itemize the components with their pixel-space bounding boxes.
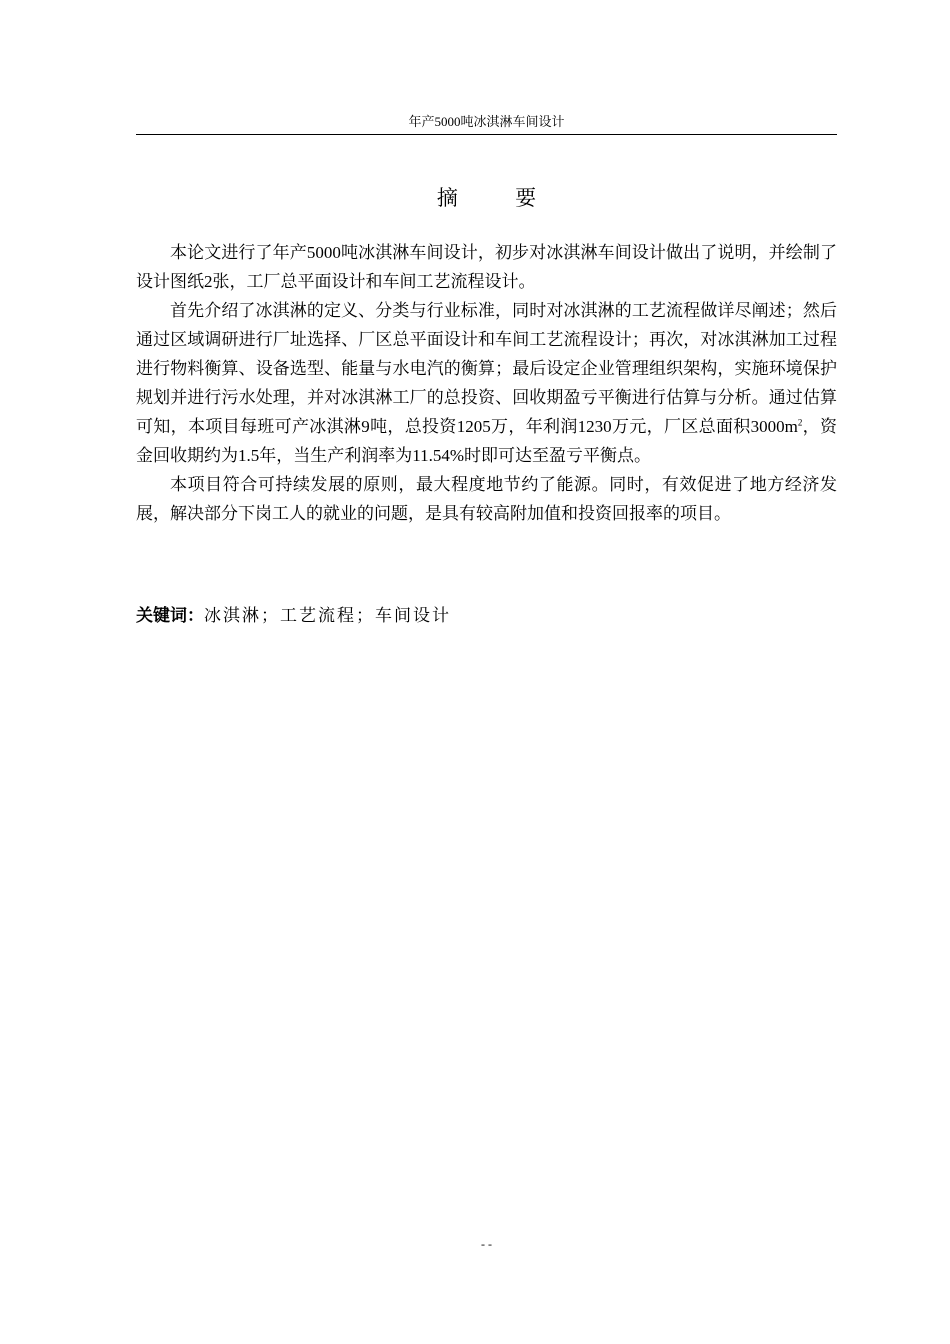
page-number: - - xyxy=(481,1237,492,1251)
abstract-body xyxy=(136,238,837,528)
abstract-paragraph-1: 本论文进行了年产5000吨冰淇淋车间设计，初步对冰淇淋车间设计做出了说明，并绘制了设计图纸2张，工厂总平面设计和车间工艺流程设计。 xyxy=(136,243,837,291)
running-header-text: 年产5000吨冰淇淋车间设计 xyxy=(408,114,565,129)
keywords-values: 冰淇淋；工艺流程；车间设计 xyxy=(204,606,451,626)
abstract-paragraph-2 xyxy=(136,296,837,470)
abstract-title: 摘 要 xyxy=(436,186,563,210)
abstract-paragraph-2-part-1: 首先介绍了冰淇淋的定义、分类与行业标准，同时对冰淇淋的工艺流程做详尽阐述；然后通过区域调研进行厂址选择、厂区总平面设计和车间工艺流程设计；再次，对冰淇淋加工过程进行物料衡算、设备选型、能量与水电汽的衡算；最后设定企业管理组织架构，实施环境保护规划并进行污水处理，并对冰淇淋工厂的总投资、回收期盈亏平衡进行估算与分析。通过估算可知，本项目每班可产冰淇淋9吨，总投资1205万，年利润1230万元，厂区总面积3000m xyxy=(136,301,837,436)
abstract-paragraph-3: 本项目符合可持续发展的原则，最大程度地节约了能源。同时，有效促进了地方经济发展，解决部分下岗工人的就业的问题，是具有较高附加值和投资回报率的项目。 xyxy=(136,475,837,523)
running-header xyxy=(136,112,837,135)
superscript-square: 2 xyxy=(797,417,803,428)
abstract-paragraph-2-part-2: ，资金回收期约为1.5年，当生产利润率为11.54%时即可达至盈亏平衡点。 xyxy=(136,417,837,465)
keywords-line xyxy=(136,603,837,629)
keywords-label: 关键词： xyxy=(136,606,204,626)
